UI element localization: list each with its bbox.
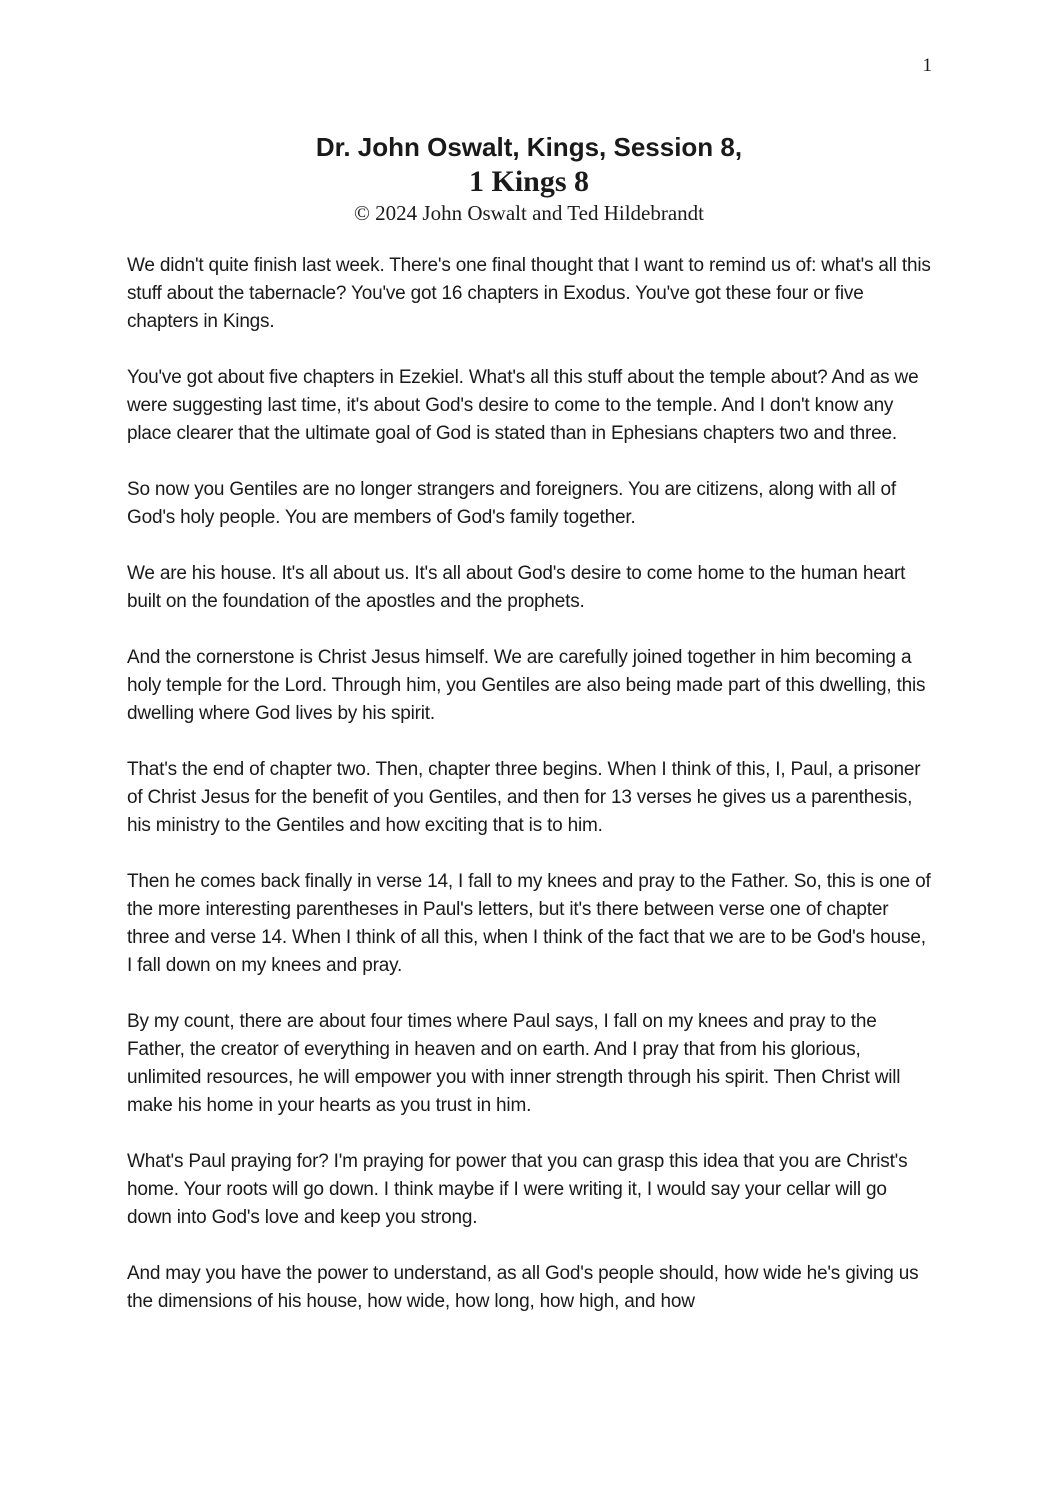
paragraph-7: Then he comes back finally in verse 14, I fall to my knees and pray to the Father. So, this is one of the more interesting parentheses in Paul's letters, but it's there between verse one of chapter three and verse 14. When I think of all this, when I think of the fact that we are to be God's house, I fall down on my knees and pray. [127, 871, 931, 976]
paragraph-1: We didn't quite finish last week. There's one final thought that I want to remind us of: what's all this stuff about the tabernacle? You've got 16 chapters in Exodus. You've got these four or five chapters in Kings. [127, 255, 931, 332]
document-title-line2: 1 Kings 8 [468, 165, 590, 198]
document-title-line1: Dr. John Oswalt, Kings, Session 8, [315, 132, 743, 162]
paragraph-10: And may you have the power to understand, as all God's people should, how wide he's giving us the dimensions of his house, how wide, how long, how high, and how [127, 1263, 919, 1312]
paragraph-2: You've got about five chapters in Ezekiel. What's all this stuff about the temple about? And as we were suggesting last time, it's about God's desire to come to the temple. And I don't know any place clearer that the ultimate goal of God is stated than in Ephesians chapters two and three. [127, 367, 919, 444]
paragraph-5: And the cornerstone is Christ Jesus himself. We are carefully joined together in him becoming a holy temple for the Lord. Through him, you Gentiles are also being made part of this dwelling, this dwelling where God lives by his spirit. [127, 647, 926, 724]
paragraph-6: That's the end of chapter two. Then, chapter three begins. When I think of this, I, Paul, a prisoner of Christ Jesus for the benefit of you Gentiles, and then for 13 verses he gives us a parenthesis, his ministry to the Gentiles and how exciting that is to him. [127, 759, 921, 836]
page-number: 1 [922, 55, 932, 76]
paragraph-3: So now you Gentiles are no longer strangers and foreigners. You are citizens, along with all of God's holy people. You are members of God's family together. [127, 479, 896, 528]
copyright-line: © 2024 John Oswalt and Ted Hildebrandt [353, 201, 705, 225]
paragraph-9: What's Paul praying for? I'm praying for power that you can grasp this idea that you are Christ's home. Your roots will go down. I think maybe if I were writing it, I would say your cellar will go down into God's love and keep you strong. [127, 1151, 908, 1228]
paragraph-8: By my count, there are about four times where Paul says, I fall on my knees and pray to the Father, the creator of everything in heaven and on earth. And I pray that from his glorious, unlimited resources, he will empower you with inner strength through his spirit. Then Christ will make his home in your hearts as you trust in him. [127, 1011, 901, 1116]
paragraph-4: We are his house. It's all about us. It's all about God's desire to come home to the human heart built on the foundation of the apostles and the prophets. [127, 563, 906, 612]
document-header [0, 0, 1058, 226]
document-body [0, 226, 1058, 1316]
